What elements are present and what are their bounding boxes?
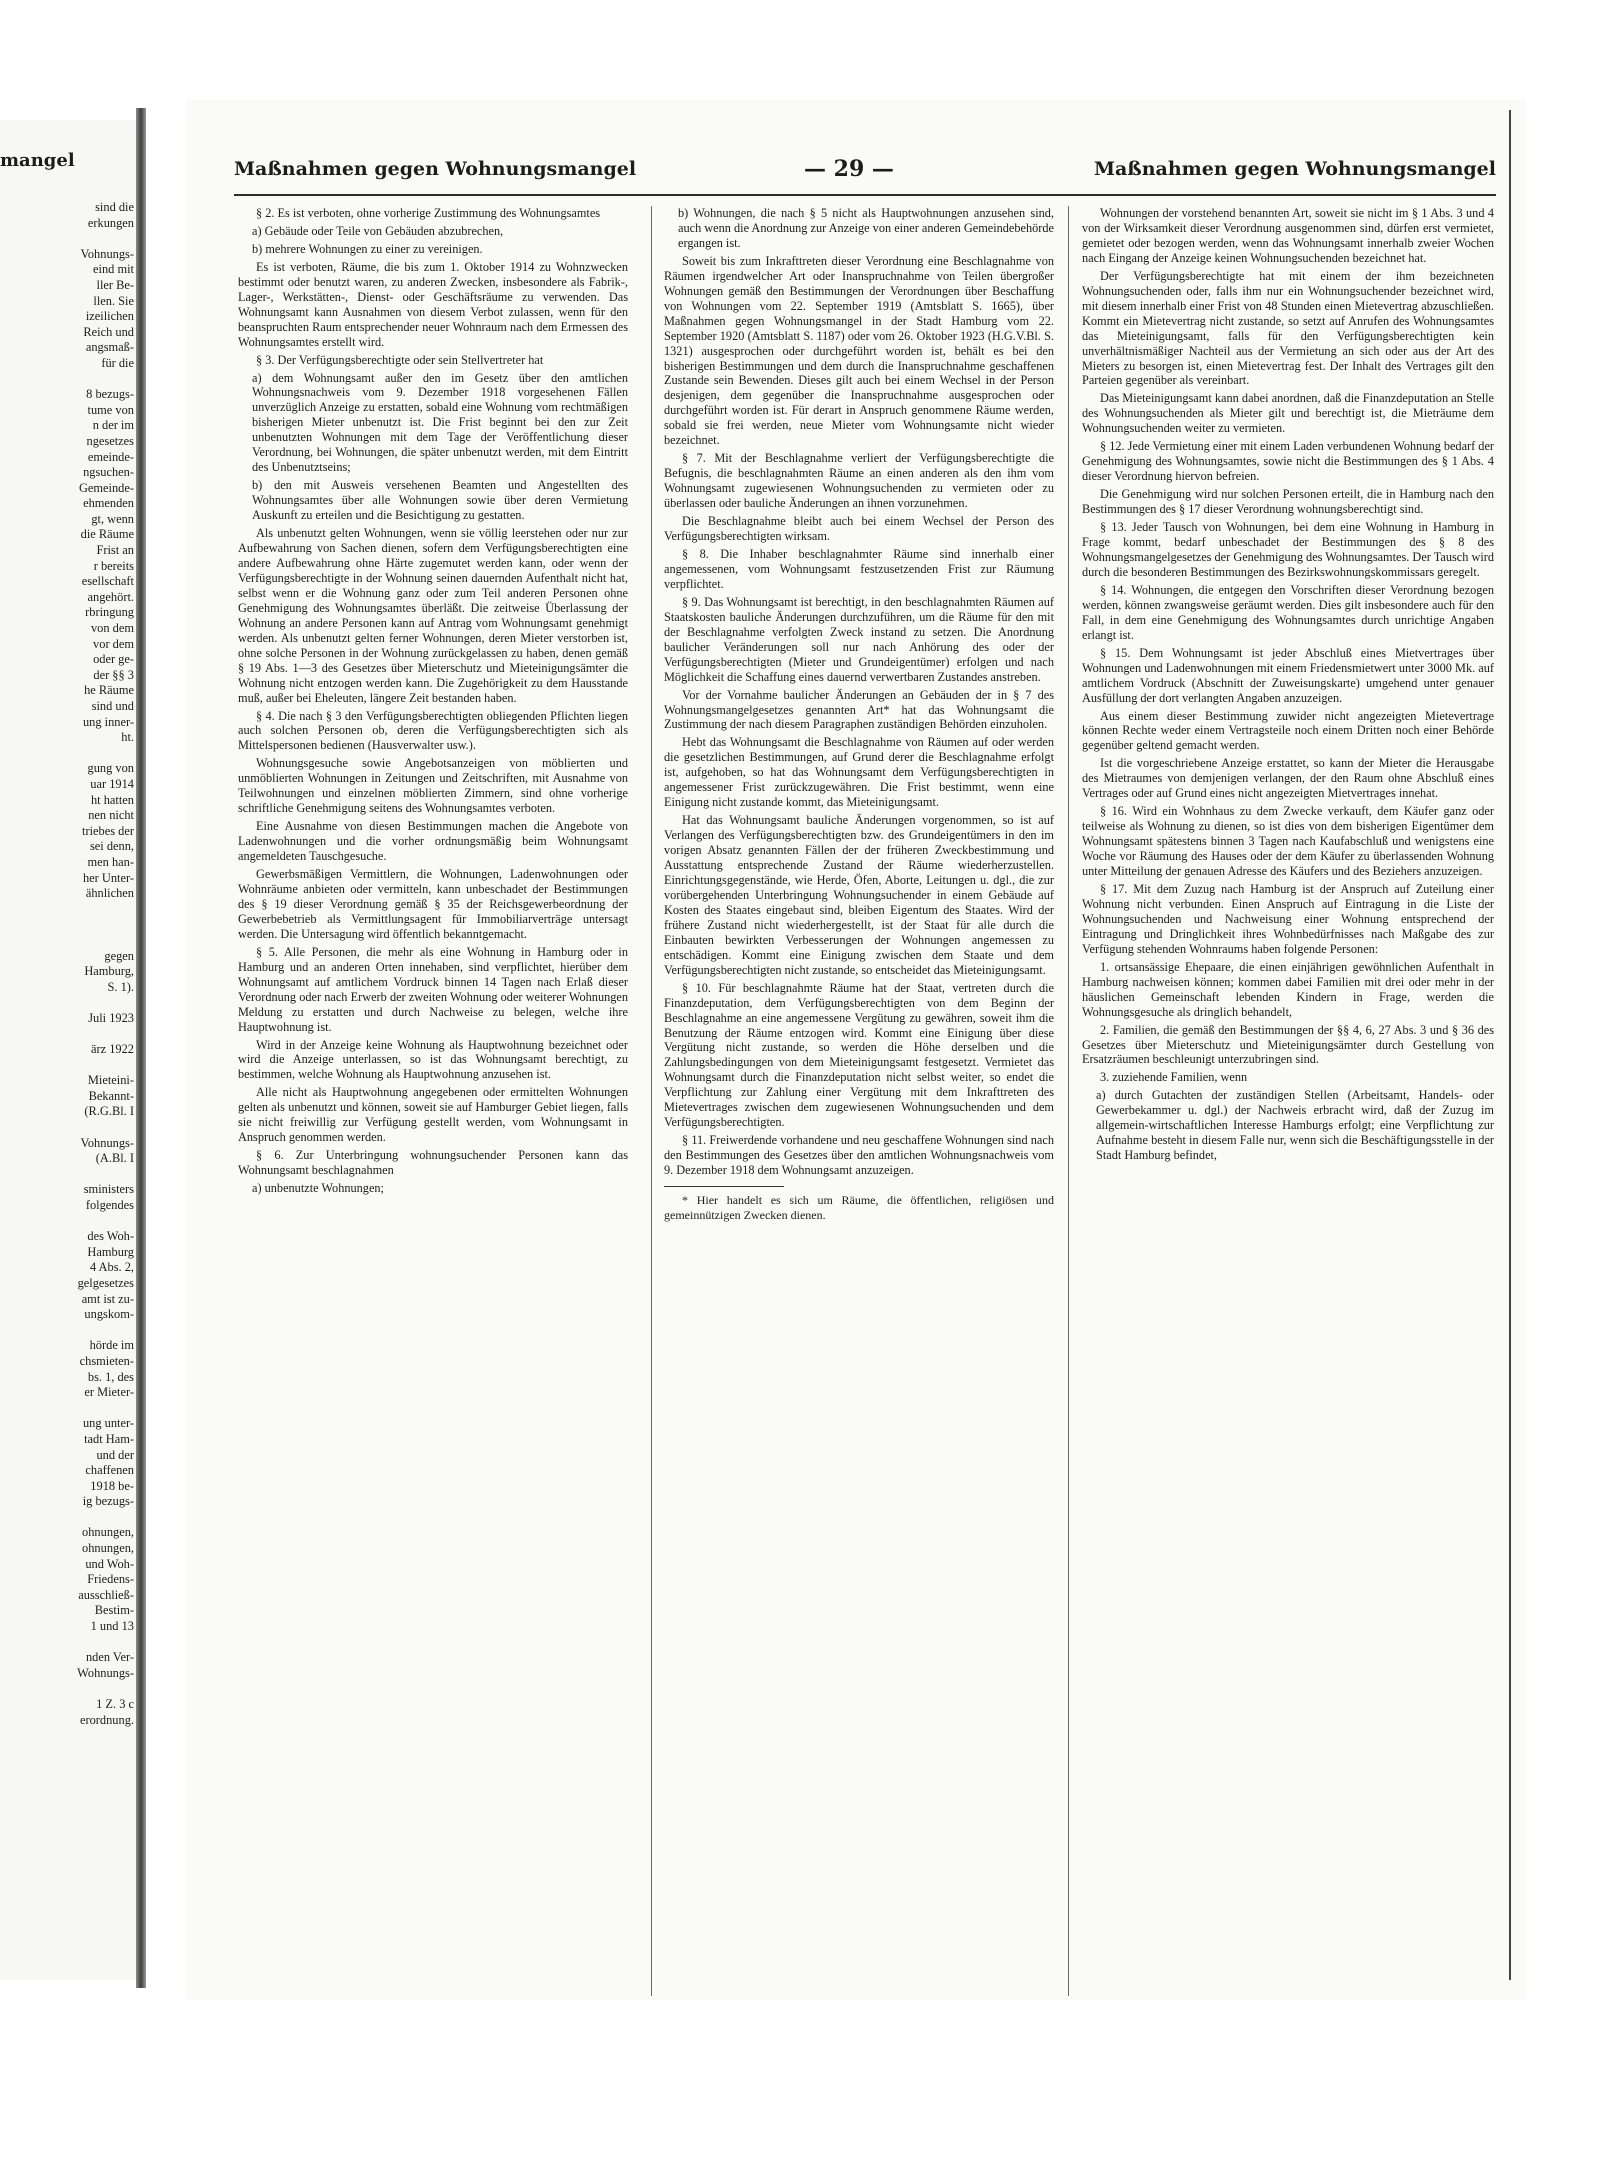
- footnote-rule: [664, 1186, 784, 1187]
- left-page-line: esellschaft: [81, 574, 134, 589]
- left-page-line: Bestim-: [94, 1603, 134, 1618]
- left-page-line: [2, 1323, 134, 1339]
- left-page-line: ohnungen,: [82, 1525, 134, 1540]
- left-page-text: [2, 200, 134, 1728]
- left-page-line: Vohnungs-: [80, 1135, 134, 1150]
- left-page-line: gung von: [87, 761, 134, 776]
- paragraph: Eine Ausnahme von diesen Bestimmungen machen die Angebote von Ladenwohnungen und die vorher ordnungsmäßig beim Wohnungsamt angemeldeten Tauschgesuche.: [238, 819, 628, 864]
- left-page-line: [2, 1510, 134, 1526]
- left-page-line: 1 und 13: [90, 1619, 134, 1634]
- left-page-line: [2, 746, 134, 762]
- left-page-line: nden Ver-: [85, 1650, 134, 1665]
- left-page-line: S. 1).: [107, 979, 134, 994]
- left-page-line: ehmenden: [83, 496, 134, 511]
- left-page-line: des Woh-: [87, 1229, 134, 1244]
- left-page-line: men han-: [87, 854, 134, 869]
- text-column-2: [664, 206, 1054, 1225]
- paragraph: § 6. Zur Unterbringung wohnungsuchender Personen kann das Wohnungsamt beschlagnahmen: [238, 1148, 628, 1178]
- header-rule: [234, 194, 1496, 196]
- left-page-line: 4 Abs. 2,: [89, 1260, 134, 1275]
- paragraph: 1. ortsansässige Ehepaare, die einen einjährigen gewöhnlichen Aufenthalt in Hamburg nachweisen können; kommen dabei Familien mit drei oder mehr in der häuslichen Gemeinschaft lebenden Kindern in Frage, werden die Wohnungsgesuche als dringlich behandelt,: [1082, 959, 1494, 1019]
- footnote: * Hier handelt es sich um Räume, die öffentlichen, religiösen und gemeinnützigen Zwecken dienen.: [664, 1193, 1054, 1222]
- left-page-line: angsmaß-: [85, 340, 134, 355]
- left-page-line: [2, 1214, 134, 1230]
- left-page-line: sministers: [83, 1182, 134, 1197]
- left-page-line: emeinde-: [87, 449, 134, 464]
- paragraph: Es ist verboten, Räume, die bis zum 1. Oktober 1914 zu Wohnzwecken bestimmt oder benutzt waren, zu anderen Zwecken, insbesondere als Fabrik-, Lager-, Werkstätten-, Dienst- oder Geschäftsräume zu verwenden. Das Wohnungsamt kann Ausnahmen von diesem Verbot zulassen, wenn für den beanspruchten Raum entsprechender neuer Wohnraum nach dem Ermessen des Wohnungsamtes erstellt wird.: [238, 259, 628, 349]
- paragraph: § 16. Wird ein Wohnhaus zu dem Zwecke verkauft, dem Käufer ganz oder teilweise als Wohnung zu dienen, so ist dies von dem bisherigen Eigentümer dem Wohnungsamt spätestens binnen 3 Tagen nach Kaufabschluß und wenigstens eine Woche vor Räumung des Hauses oder der dem Käufer zu überlassenden Wohnung unter Mitteilung der genauen Adresse des Käufers und des Beziehers anzuzeigen.: [1082, 804, 1494, 879]
- left-page-line: 8 bezugs-: [86, 387, 134, 402]
- left-page-line: ngesetzes: [86, 433, 134, 448]
- left-page-line: angehört.: [87, 589, 134, 604]
- paragraph: § 15. Dem Wohnungsamt ist jeder Abschluß eines Mietvertrages über Wohnungen und Ladenwohnungen mit einem Friedensmietwert unter 3000 Mk. auf amtlichem Vordruck (Abschnitt der Zuweisungskarte) umgehend unter genauer Ausfüllung der dort verlangten Angaben anzuzeigen.: [1082, 645, 1494, 705]
- left-page-line: her Unter-: [82, 870, 134, 885]
- left-page-line: [2, 1058, 134, 1074]
- left-page-line: [2, 1026, 134, 1042]
- left-page-line: Frist an: [96, 543, 134, 558]
- left-page-line: gt, wenn: [91, 511, 134, 526]
- paragraph: Der Verfügungsberechtigte hat mit einem der ihm bezeichneten Wohnungsuchenden oder, falls ihm nur ein Wohnungsuchender bezeichnet wird, mit diesem innerhalb einer Frist von 48 Stunden einen Mietevertrag abzuschließen. Kommt ein Mietevertrag nicht zustande, so setzt auf Anrufen des Wohnungsamtes das Mieteinigungsamt, falls für den Verfügungsberechtigten kein unverhältnismäßiger Nachteil aus der Vermietung an sich oder aus der Art des Mieters zu besorgen ist, einen Mietevertrag fest. Der Inhalt des Vertrages gilt den Parteien gegenüber als vereinbart.: [1082, 268, 1494, 388]
- paragraph: § 11. Freiwerdende vorhandene und neu geschaffene Wohnungen sind nach den Bestimmungen des Gesetzes über den amtlichen Wohnungsnachweis vom 9. Dezember 1918 dem Wohnungsamt anzuzeigen.: [664, 1133, 1054, 1178]
- left-page-line: hörde im: [89, 1338, 134, 1353]
- left-page-line: [2, 1635, 134, 1651]
- left-page-line: von dem: [90, 621, 134, 636]
- paragraph: § 14. Wohnungen, die entgegen den Vorschriften dieser Verordnung bezogen werden, können zwangsweise geräumt werden. Dies gilt insbesondere auch für den Fall, in dem eine Genehmigung des Wohnungsamtes durch unrichtige Angaben erlangt ist.: [1082, 582, 1494, 642]
- left-page-line: Reich und: [83, 324, 134, 339]
- page-right-border: [1509, 110, 1511, 1980]
- paragraph: Ist die vorgeschriebene Anzeige erstattet, so kann der Mieter die Herausgabe des Mietraumes von demjenigen verlangen, der den Raum ohne Abschluß eines Vertrages oder auf Grund eines nicht angezeigten Mietvertrages innehat.: [1082, 756, 1494, 801]
- left-page-line: ht.: [121, 730, 134, 745]
- paragraph: 2. Familien, die gemäß den Bestimmungen der §§ 4, 6, 27 Abs. 3 und § 36 des Gesetzes über Mieterschutz und Mieteinigungsämter durch Gestellung von Ersatzräumen beschleunigt unterzubringen sind.: [1082, 1022, 1494, 1067]
- paragraph: b) Wohnungen, die nach § 5 nicht als Hauptwohnungen anzusehen sind, auch wenn die Anordnung zur Anzeige von einer anderen Gemeindebehörde ergangen ist.: [678, 206, 1054, 250]
- left-page-line: sind die: [95, 200, 134, 214]
- left-page-line: ohnungen,: [82, 1541, 134, 1556]
- left-page-line: uar 1914: [90, 776, 134, 791]
- paragraph: b) den mit Ausweis versehenen Beamten und Angestellten des Wohnungsamtes über alle Wohnungen sowie über deren Vermietung Auskunft zu erteilen und die Besichtigung zu gestatten.: [252, 478, 628, 523]
- paragraph: § 12. Jede Vermietung einer mit einem Laden verbundenen Wohnung bedarf der Genehmigung des Wohnungsamtes, sowie nicht die Bestimmungen des § 1 Abs. 4 dieser Verordnung hiervon befreien.: [1082, 439, 1494, 484]
- left-page-line: (R.G.Bl. I: [84, 1104, 134, 1119]
- paragraph: Als unbenutzt gelten Wohnungen, wenn sie völlig leerstehen oder nur zur Aufbewahrung von Sachen dienen, sofern dem Verfügungsberechtigten eine andere Aufbewahrung ohne Härte zugemutet werden kann, oder wenn der Verfügungsberechtigte in der Wohnung seinen dauernden Aufenthalt nicht hat, selbst wenn er die Wohnung ganz oder zum Teil anderen Personen ohne Genehmigung des Wohnungsamtes überläßt. Die zeitweise Überlassung der Wohnung an andere Personen kann auf Antrag vom Wohnungsamt genehmigt werden. Als unbenutzt gelten ferner Wohnungen, deren Mieter verstorben ist, ohne solche Personen in der Wohnung zurückgelassen zu haben, denen gemäß § 19 Abs. 1—3 des Gesetzes über Mieterschutz und Mieteinigungsämter die Wohnung nicht entzogen werden kann. Die Zugehörigkeit zu dem Hausstande muß, außer bei Eheleuten, längere Zeit bestanden haben.: [238, 526, 628, 705]
- left-page-line: bs. 1, des: [87, 1369, 134, 1384]
- left-page-line: ller Be-: [96, 277, 134, 292]
- left-page-line: ausschließ-: [78, 1587, 134, 1602]
- book-gutter: [136, 108, 146, 1988]
- left-page-fragment: [0, 120, 136, 1980]
- paragraph: a) durch Gutachten der zuständigen Stellen (Arbeitsamt, Handels- oder Gewerbekammer u. dgl.) der Nachweis erbracht wird, daß der Zuzug im allgemein-wirtschaftlichen Interesse Hamburgs erfolgt; eine Verpflichtung zur Aufnahme besteht in diesem Falle nur, wenn sich die Beschäftigungsstelle in der Stadt Hamburg befindet,: [1096, 1088, 1494, 1163]
- left-page-line: tadt Ham-: [84, 1431, 134, 1446]
- left-page-line: ärz 1922: [90, 1042, 134, 1057]
- left-page-line: (A.Bl. I: [95, 1151, 134, 1166]
- left-page-line: [2, 1681, 134, 1697]
- left-page-line: ung unter-: [82, 1416, 134, 1431]
- left-page-line: Wohnungs-: [77, 1665, 134, 1680]
- paragraph: § 3. Der Verfügungsberechtigte oder sein Stellvertreter hat: [256, 352, 544, 367]
- left-page-line: ht hatten: [90, 792, 134, 807]
- paragraph: § 5. Alle Personen, die mehr als eine Wohnung in Hamburg oder in Hamburg und an anderen Orten innehaben, sind verpflichtet, hierüber dem Wohnungsamt auf amtlichem Vordruck binnen 14 Tagen nach Erlaß dieser Verordnung oder nach Erwerb der zweiten Wohnung oder weiterer Wohnungen Meldung zu erstatten und durch Nachweise zu belegen, welche ihre Hauptwohnung ist.: [238, 944, 628, 1034]
- paragraph: § 13. Jeder Tausch von Wohnungen, bei dem eine Wohnung in Hamburg in Frage kommt, bedarf unbeschadet der Bestimmungen des § 8 des Wohnungsmangelgesetzes der Genehmigung des Wohnungsamtes. Der Tausch wird durch die besonderen Bestimmungen des Bezirkswohnungskommissars geregelt.: [1082, 520, 1494, 579]
- paragraph: Vor der Vornahme baulicher Änderungen an Gebäuden der in § 7 des Wohnungsmangelgesetzes genannten Art* hat das Wohnungsamt die Zustimmung der nach diesem Paragraphen zuständigen Behörden einzuholen.: [664, 687, 1054, 732]
- left-page-line: Bekannt-: [88, 1088, 134, 1103]
- left-page-line: [2, 372, 134, 388]
- left-page-line: [2, 1120, 134, 1136]
- left-page-line: Mieteini-: [87, 1073, 134, 1088]
- text-column-1: [238, 206, 628, 1199]
- left-page-line: [2, 933, 134, 949]
- left-page-line: ngsuchen-: [83, 465, 134, 480]
- left-page-line: chsmieten-: [79, 1353, 134, 1368]
- left-page-line: 1918 be-: [90, 1478, 134, 1493]
- paragraph: Hebt das Wohnungsamt die Beschlagnahme von Räumen auf oder werden die gesetzlichen Bestimmungen, auf Grund derer die Beschlagnahme erfolgt ist, aufgehoben, so hat das Wohnungsamt dem Verfügungsberechtigten in angemessener Frist zurückzugewähren. Die Frist bestimmt, wenn eine Einigung nicht zustande kommt, das Mieteinigungsamt.: [664, 735, 1054, 810]
- left-page-line: nen nicht: [88, 808, 134, 823]
- left-page-line: Hamburg: [87, 1244, 134, 1259]
- paragraph: § 10. Für beschlagnahmte Räume hat der Staat, vertreten durch die Finanzdeputation, dem Verfügungsberechtigten von dem Beginn der Beschlagnahme an eine angemessene Vergütung zu gewähren, soweit ihm die Benutzung der Räume entzogen wird. Kommt eine Einigung über diese Vergütung nicht zustande, so werden die Höhe derselben und die Zahlungsbedingungen von dem Mieteinigungsamt festgesetzt. Vermietet das Wohnungsamt durch die Finanzdeputation nicht selbst weiter, so endet die Verpflichtung zur Zahlung einer Vergütung mit dem Inkrafttreten des Mietevertrages zwischen dem zugewiesenen Wohnungsuchenden und dem Verfügungsberechtigten.: [664, 980, 1054, 1130]
- left-page-line: ig bezugs-: [82, 1494, 134, 1509]
- paragraph: a) unbenutzte Wohnungen;: [252, 1181, 384, 1196]
- left-page-line: gelgesetzes: [77, 1275, 134, 1290]
- left-page-line: he Räume: [84, 683, 134, 698]
- paragraph: § 7. Mit der Beschlagnahme verliert der Verfügungsberechtigte die Befugnis, die beschlagnahmten Räume an einen anderen als den ihm vom Wohnungsamt zugewiesenen Wohnungsuchenden zu vermieten oder zu überlassen oder bauliche Änderungen an ihnen vorzunehmen.: [664, 451, 1054, 511]
- left-page-line: amt ist zu-: [81, 1291, 134, 1306]
- column-divider-2: [1068, 206, 1069, 1996]
- paragraph: Gewerbsmäßigen Vermittlern, die Wohnungen, Ladenwohnungen oder Wohnräume anbieten oder vermitteln, kann unbeschadet der Bestimmungen des § 19 dieser Verordnung gemäß § 35 der Reichsgewerbeordnung der Gewerbebetrieb als Vermittlungsagent für Immobiliarverträge untersagt werden. Die Untersagung wird öffentlich bekanntgemacht.: [238, 867, 628, 941]
- left-page-line: und der: [96, 1447, 134, 1462]
- left-page-line: tume von: [87, 402, 134, 417]
- left-page-line: ähnlichen: [85, 886, 134, 901]
- paragraph: Hat das Wohnungsamt bauliche Änderungen vorgenommen, so ist auf Verlangen des Verfügungsberechtigten bzw. des Grundeigentümers in den im vorigen Absatz genannten Fällen der der früheren Zweckbestimmung und Ausstattung entsprechende Zustand der Räume wiederherzustellen. Einrichtungsgegenstände, wie Herde, Öfen, Aborte, Leitungen u. dgl., die zur vorübergehenden Unterbringung Wohnungsuchender in einem Gebäude auf Kosten des Staates eingebaut sind, bleiben Eigentum des Staates. Wird der frühere Zustand nicht wiederhergestellt, ist der Staat für alle durch die Einbauten bewirkten Verbesserungen der Wohnungen angemessen zu entschädigen. Kommt eine Einigung zwischen dem Staate und dem Verfügungsberechtigten nicht zustande, so entscheidet das Mieteinigungsamt.: [664, 813, 1054, 977]
- left-page-line: triebes der: [82, 823, 134, 838]
- left-page-line: chaffenen: [85, 1463, 134, 1478]
- left-page-line: [2, 902, 134, 918]
- paragraph: a) Gebäude oder Teile von Gebäuden abzubrechen,: [252, 223, 504, 238]
- paragraph: § 17. Mit dem Zuzug nach Hamburg ist der Anspruch auf Zuteilung einer Wohnung nicht verbunden. Einen Anspruch auf Eintragung in die Liste der Wohnungsuchenden und Nachweisung einer Wohnung entsprechend der Eintragung und Dringlichkeit ihres Wohnbedürfnisses nach Maßgabe des zur Verfügung stehenden Wohnraums haben folgende Personen:: [1082, 881, 1494, 956]
- paragraph: Wohnungsgesuche sowie Angebotsanzeigen von möblierten und unmöblierten Wohnungen in Zeitungen und Zeitschriften, mit Ausnahme von Teilwohnungen und einzelnen möblierten Zimmern, sind ohne vorherige schriftliche Genehmigung seitens des Wohnungsamtes verboten.: [238, 756, 628, 816]
- left-page-line: er Mieter-: [84, 1385, 134, 1400]
- left-page-line: [2, 231, 134, 247]
- paragraph: b) mehrere Wohnungen zu einer zu vereinigen.: [252, 241, 483, 256]
- left-page-line: erordnung.: [79, 1712, 134, 1727]
- left-page-line: ung inner-: [82, 714, 134, 729]
- left-page-line: die Räume: [80, 527, 134, 542]
- paragraph: § 4. Die nach § 3 den Verfügungsberechtigten obliegenden Pflichten liegen auch solchen Personen ob, deren die Verfügungsberechtigten sich als Mittelspersonen bedienen (Hausverwalter usw.).: [238, 708, 628, 753]
- left-page-line: sind und: [91, 699, 134, 713]
- left-page-line: erkungen: [87, 215, 134, 230]
- left-page-line: Juli 1923: [88, 1010, 134, 1025]
- left-page-line: oder ge-: [93, 652, 134, 667]
- page-header: [234, 150, 1496, 190]
- left-page-line: n der im: [92, 418, 134, 433]
- left-page-line: [2, 995, 134, 1011]
- left-page-line: [2, 1401, 134, 1417]
- left-page-line: eind mit: [93, 262, 134, 277]
- running-title-right: Maßnahmen gegen Wohnungsmangel: [1093, 158, 1496, 180]
- left-page-line: Gemeinde-: [78, 480, 134, 495]
- page-number: — 29 —: [804, 156, 894, 182]
- left-page-line: rbringung: [85, 605, 134, 620]
- left-page-header: mangel: [0, 150, 75, 171]
- paragraph: Wird in der Anzeige keine Wohnung als Hauptwohnung bezeichnet oder wird die Anzeige unterlassen, so ist das Wohnungsamt berechtigt, zu bestimmen, welche Wohnung als Hauptwohnung anzusehen ist.: [238, 1037, 628, 1082]
- paragraph: § 9. Das Wohnungsamt ist berechtigt, in den beschlagnahmten Räumen auf Staatskosten bauliche Änderungen durchzuführen, um die Räume für den mit der Beschlagnahme verfolgten Zweck instand zu setzen. Die Anordnung baulicher Veränderungen soll nur nach Anhörung des oder der Verfügungsberechtigten (Mieter und Grundeigentümer) erfolgen und nach Möglichkeit die Schaffung eines dauernd verwertbaren Zustandes anstreben.: [664, 594, 1054, 684]
- text-column-3: [1082, 206, 1494, 1166]
- paragraph: Alle nicht als Hauptwohnung angegebenen oder ermittelten Wohnungen gelten als unbenutzt und können, soweit sie auf Hamburger Gebiet liegen, falls sie nicht freiwillig zur Verfügung gestellt werden, vom Wohnungsamt in Anspruch genommen werden.: [238, 1085, 628, 1145]
- column-divider-1: [651, 206, 652, 1996]
- left-page-line: ungskom-: [84, 1307, 134, 1322]
- left-page-line: für die: [101, 355, 134, 370]
- paragraph: Die Genehmigung wird nur solchen Personen erteilt, die in Hamburg nach den Bestimmungen des § 17 dieser Verordnung wohnungsberechtigt sind.: [1082, 487, 1494, 517]
- paragraph: § 8. Die Inhaber beschlagnahmter Räume sind innerhalb einer angemessenen, vom Wohnungsamt festzusetzenden Frist zur Räumung verpflichtet.: [664, 546, 1054, 591]
- left-page-line: folgendes: [85, 1198, 134, 1212]
- left-page-line: der §§ 3: [93, 667, 134, 682]
- left-page-line: und Woh-: [85, 1556, 134, 1571]
- left-page-line: r bereits: [93, 558, 134, 573]
- left-page-line: [2, 917, 134, 933]
- running-title-left: Maßnahmen gegen Wohnungsmangel: [234, 158, 637, 180]
- left-page-line: Friedens-: [87, 1572, 134, 1587]
- left-page-line: sei denn,: [89, 839, 134, 854]
- paragraph: Die Beschlagnahme bleibt auch bei einem Wechsel der Person des Verfügungsberechtigten wirksam.: [664, 514, 1054, 544]
- left-page-line: gegen: [104, 948, 134, 963]
- paragraph: Aus einem dieser Bestimmung zuwider nicht angezeigten Mietevertrage können Rechte weder einem Vertragsteile noch einem Dritten noch einer Behörde gegenüber geltend gemacht werden.: [1082, 708, 1494, 753]
- left-page-line: [2, 1167, 134, 1183]
- left-page-line: izeilichen: [85, 309, 134, 324]
- left-page-line: Vohnungs-: [80, 246, 134, 261]
- left-page-line: 1 Z. 3 c: [96, 1697, 134, 1711]
- paragraph: a) dem Wohnungsamt außer den im Gesetz über den amtlichen Wohnungsnachweis vom 9. Dezember 1918 vorgesehenen Fällen unverzüglich Anzeige zu erstatten, sobald eine Wohnung vom rechtmäßigen bisherigen Mieter unbenutzt ist. Die Frist beginnt bei den zur Zeit unbenutzten Wohnungen mit dem Tage der Veröffentlichung dieser Verordnung, bei Wohnungen, die später unbenutzt werden, mit dem Eintritt des Unbenutztseins;: [252, 370, 628, 475]
- left-page-line: llen. Sie: [93, 293, 134, 308]
- paragraph: Wohnungen der vorstehend benannten Art, soweit sie nicht im § 1 Abs. 3 und 4 von der Wirksamkeit dieser Verordnung ausgenommen sind, dürfen erst vermietet, gemietet oder bezogen werden, wenn das Wohnungsamt innerhalb zweier Wochen nach Eingang der Anzeige keinen Wohnungsuchenden bezeichnet hat.: [1082, 206, 1494, 265]
- paragraph: 3. zuziehende Familien, wenn: [1100, 1070, 1248, 1085]
- paragraph: § 2. Es ist verboten, ohne vorherige Zustimmung des Wohnungsamtes: [256, 206, 601, 220]
- paragraph: Soweit bis zum Inkrafttreten dieser Verordnung eine Beschlagnahme von Räumen irgendwelcher Art oder Inanspruchnahme von Teilen übergroßer Wohnungen gemäß den Bestimmungen der Verordnungen über Beschaffung von Wohnungen vom 22. September 1919 (Amtsblatt S. 1665), über Maßnahmen gegen Wohnungsmangel in der Stadt Hamburg vom 22. September 1920 (Amtsblatt S. 1187) oder vom 26. Oktober 1923 (H.G.V.Bl. S. 1321) ausgesprochen oder durchgeführt worden ist, behält es bei den bisherigen Bestimmungen und dem durch die Inanspruchnahme geschaffenen Zustande sein Bewenden. Dieses gilt auch bei einem Wechsel in der Person desjenigen, dem gegenüber die Inanspruchnahme ausgesprochen oder durchgeführt worden ist. Für derart in Anspruch genommene Räume werden, sobald sie frei werden, neue Mieter vom Wohnungsamte nicht wieder bezeichnet.: [664, 253, 1054, 448]
- paragraph: Das Mieteinigungsamt kann dabei anordnen, daß die Finanzdeputation an Stelle des Wohnungsuchenden als Mieter gilt und berechtigt ist, die Mieträume dem Wohnungsuchenden weiter zu vermieten.: [1082, 391, 1494, 436]
- left-page-line: vor dem: [93, 636, 134, 651]
- left-page-line: Hamburg,: [84, 964, 134, 979]
